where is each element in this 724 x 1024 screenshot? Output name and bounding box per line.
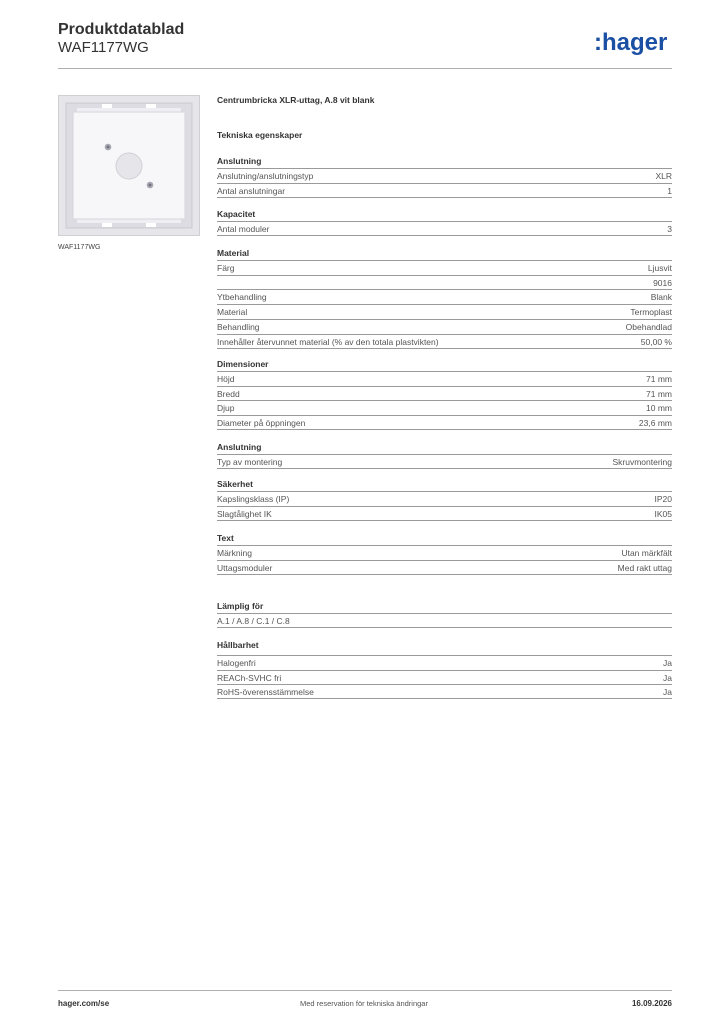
- spec-row: [217, 415, 672, 430]
- spec-value: Blank: [650, 292, 672, 303]
- spec-label: Kapslingsklass (IP): [217, 494, 290, 504]
- spec-label: Djup: [217, 403, 235, 414]
- spec-value: Termoplast: [630, 307, 672, 318]
- spec-label: Antal moduler: [217, 224, 270, 234]
- product-image: [58, 95, 200, 236]
- spec-value: Skruvmontering: [612, 457, 672, 467]
- spec-label: Slagtålighet IK: [217, 508, 272, 519]
- spec-label: Diameter på öppningen: [217, 418, 306, 429]
- spec-label: REACh-SVHC fri: [217, 672, 282, 683]
- cover-plate-illustration: [59, 96, 199, 235]
- spec-label: Halogenfri: [217, 658, 256, 668]
- spec-row: [217, 221, 672, 236]
- spec-row: [217, 168, 672, 183]
- spec-value: IK05: [654, 508, 672, 519]
- spec-row: [217, 613, 672, 628]
- page-title: Produktdatablad: [58, 21, 185, 38]
- spec-label: Innehåller återvunnet material (% av den totala plastvikten): [217, 336, 439, 347]
- section-title: Dimensioner: [217, 359, 269, 369]
- footer-date: 16.09.2026: [631, 999, 672, 1008]
- spec-row: [217, 304, 672, 319]
- spec-value: Med rakt uttag: [617, 562, 672, 573]
- footer-divider: [58, 990, 672, 991]
- spec-label: Ytbehandling: [217, 292, 267, 303]
- section-title: Material: [217, 248, 250, 258]
- spec-row: [217, 670, 672, 685]
- spec-label: Behandling: [217, 321, 260, 332]
- spec-value: Ja: [663, 687, 672, 698]
- section-title: Text: [217, 533, 234, 543]
- spec-value: Ljusvit: [647, 263, 672, 273]
- spec-row: [217, 684, 672, 699]
- spec-label: Uttagsmoduler: [217, 562, 273, 573]
- spec-value: 1: [667, 185, 672, 196]
- spec-value: 71 mm: [646, 374, 672, 384]
- spec-row: [217, 655, 672, 670]
- spec-label: Bredd: [217, 388, 240, 399]
- spec-value: Obehandlad: [625, 321, 672, 332]
- spec-row: [217, 319, 672, 334]
- section-title: Anslutning: [217, 442, 262, 452]
- section-title: Lämplig för: [217, 601, 264, 611]
- hager-logo: [594, 28, 674, 56]
- spec-label: Anslutning/anslutningstyp: [217, 171, 314, 181]
- spec-value: Ja: [663, 672, 672, 683]
- spec-row: [217, 386, 672, 401]
- technical-heading: Tekniska egenskaper: [217, 130, 303, 140]
- spec-row: [217, 334, 672, 349]
- spec-row: [217, 454, 672, 469]
- spec-label: Färg: [217, 263, 235, 273]
- spec-row: [217, 545, 672, 560]
- spec-label: Antal anslutningar: [217, 185, 286, 196]
- footer-website[interactable]: hager.com/se: [58, 999, 110, 1008]
- spec-value: 9016: [653, 277, 672, 288]
- spec-row: [217, 560, 672, 575]
- product-description: Centrumbricka XLR-uttag, A.8 vit blank: [217, 95, 375, 105]
- spec-label: Typ av montering: [217, 457, 283, 467]
- spec-row: [217, 260, 672, 275]
- section-title: Anslutning: [217, 156, 262, 166]
- spec-label: Märkning: [217, 548, 252, 558]
- section-title: Kapacitet: [217, 209, 256, 219]
- spec-value: 71 mm: [646, 388, 672, 399]
- spec-row: [217, 275, 672, 290]
- spec-value: 50,00 %: [640, 336, 672, 347]
- logo-text: :hager: [594, 29, 668, 56]
- header-divider: [58, 68, 672, 69]
- section-title: Säkerhet: [217, 479, 253, 489]
- spec-value: XLR: [655, 171, 672, 181]
- spec-label: Höjd: [217, 374, 235, 384]
- spec-value: 10 mm: [646, 403, 672, 414]
- spec-row: [217, 491, 672, 506]
- spec-row: [217, 183, 672, 198]
- footer-note: Med reservation för tekniska ändringar: [300, 999, 428, 1008]
- section-title: Hållbarhet: [217, 640, 259, 650]
- spec-row: [217, 289, 672, 304]
- spec-label: RoHS-överensstämmelse: [217, 687, 314, 698]
- spec-row: [217, 400, 672, 415]
- spec-value: IP20: [654, 494, 672, 504]
- spec-value: Utan märkfält: [621, 548, 672, 558]
- image-caption: WAF1177WG: [58, 244, 101, 251]
- spec-label: A.1 / A.8 / C.1 / C.8: [217, 616, 290, 626]
- spec-value: 23,6 mm: [638, 418, 672, 429]
- spec-row: [217, 371, 672, 386]
- spec-value: Ja: [663, 658, 672, 668]
- spec-row: [217, 506, 672, 521]
- product-code: WAF1177WG: [58, 39, 149, 56]
- spec-label: Material: [217, 307, 248, 318]
- spec-value: 3: [667, 224, 672, 234]
